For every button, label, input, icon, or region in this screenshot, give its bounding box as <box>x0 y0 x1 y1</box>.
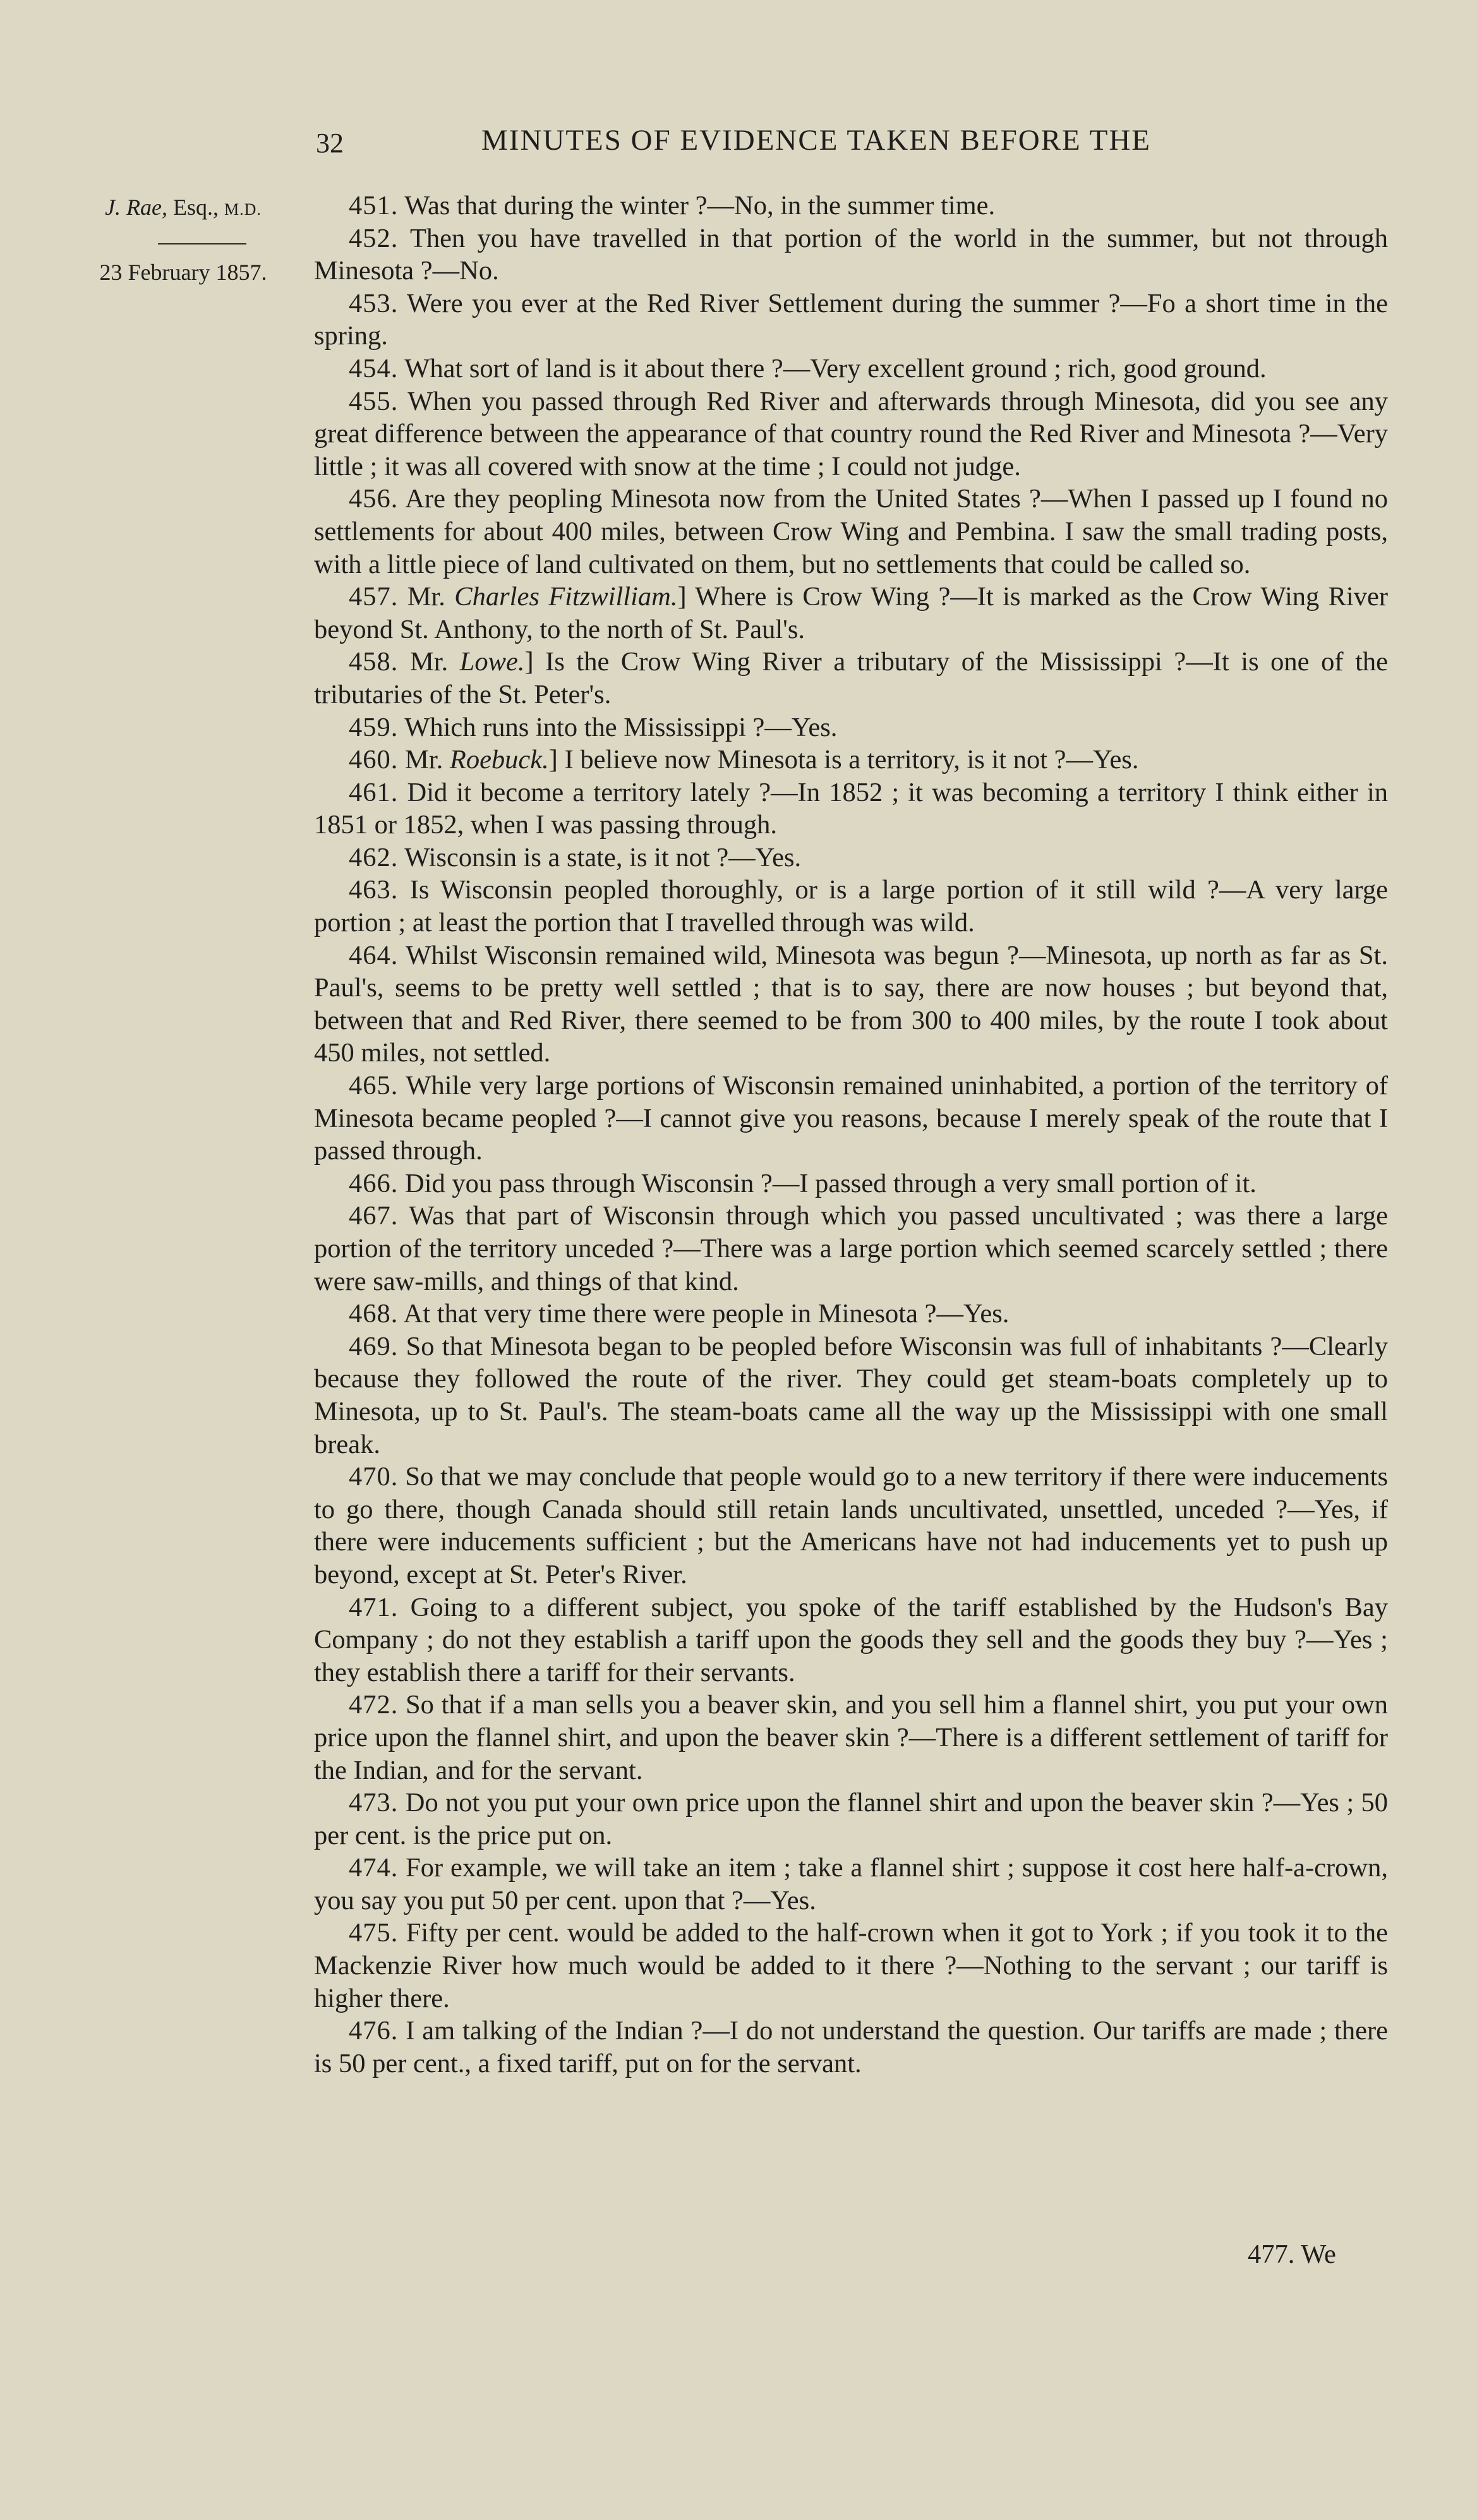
question-paragraph <box>314 1167 1388 1200</box>
question-number: 466. <box>349 1168 399 1198</box>
question-paragraph <box>314 1200 1388 1298</box>
question-paragraph <box>314 287 1388 353</box>
question-text: So that Minesota began to be peopled before Wisconsin was full of inhabitants ?—Clearly because they followed the route of the river. They could get steam-boats completely up to Minesota, up to St. Paul's. The steam-boats came all the way up the Mississippi with one small break. <box>314 1331 1388 1459</box>
question-paragraph <box>314 385 1388 483</box>
question-text: For example, we will take an item ; take a flannel shirt ; suppose it cost here half-a-crown, you say you put 50 per cent. upon that ?—Yes. <box>314 1853 1389 1915</box>
speaker-name: Lowe. <box>459 647 525 677</box>
question-paragraph <box>314 711 1388 744</box>
question-text: Are they peopling Minesota now from the United States ?—When I passed up I found no settlements for about 400 miles, between Crow Wing and Pembina. I saw the small trading posts, with a little piece of land cultivated on them, but no settlements that could be called so. <box>314 484 1388 579</box>
question-paragraph <box>314 939 1388 1070</box>
question-number: 474. <box>349 1853 399 1883</box>
question-text: Did you pass through Wisconsin ?—I passed through a very small portion of it. <box>405 1168 1257 1198</box>
question-number: 464. <box>349 940 399 970</box>
question-paragraph <box>314 2015 1388 2080</box>
question-paragraph <box>314 1852 1388 1917</box>
question-text: Fifty per cent. would be added to the half-crown when it got to York ; if you took it to the Mackenzie River how much would be added to it there ?—Nothing to the servant ; our tariff is higher there. <box>314 1918 1388 2013</box>
question-text: ] I believe now Minesota is a territory, is it not ?—Yes. <box>548 745 1139 775</box>
page-number: 32 <box>316 128 344 159</box>
question-text: Is Wisconsin peopled thoroughly, or is a large portion of it still wild ?—A very large portion ; at least the portion that I travelled through was wild. <box>314 875 1389 938</box>
question-text: I am talking of the Indian ?—I do not understand the question. Our tariffs are made ; there is 50 per cent., a fixed tariff, put on for the servant. <box>314 2016 1389 2078</box>
running-head: MINUTES OF EVIDENCE TAKEN BEFORE THE <box>481 124 1152 157</box>
question-number: 470. <box>349 1462 399 1492</box>
question-text: So that if a man sells you a beaver skin, and you sell him a flannel shirt, you put your own price upon the flannel shirt, and upon the beaver skin ?—There is a different settlement of tariff for the Indian, and for the servant. <box>314 1690 1388 1785</box>
question-text: Were you ever at the Red River Settlement during the summer ?—Fo a short time in the spring. <box>314 288 1388 351</box>
question-text: Whilst Wisconsin remained wild, Minesota was begun ?—Minesota, up north as far as St. Paul's, seems to be pretty well settled ; that is to say, there are now houses ; but beyond that, between that and Red River, there seemed to be from 300 to 400 miles, by the route I took about 450 miles, not settled. <box>314 940 1388 1068</box>
question-paragraph <box>314 841 1388 874</box>
question-paragraph <box>314 1787 1388 1852</box>
speaker-prefix: Mr. <box>407 582 455 612</box>
question-number: 451. <box>349 191 399 220</box>
speaker-prefix: Mr. <box>409 647 460 677</box>
question-text: When you passed through Red River and afterwards through Minesota, did you see any great difference between the appearance of that country round the Red River and Minesota ?—Very little ; it was all covered with snow at the time ; I could not judge. <box>314 386 1389 481</box>
question-number: 457. <box>349 582 399 612</box>
question-paragraph <box>314 1461 1388 1591</box>
question-paragraph <box>314 646 1388 711</box>
question-number: 462. <box>349 842 399 872</box>
question-text: Wisconsin is a state, is it not ?—Yes. <box>404 842 802 872</box>
question-paragraph <box>314 1298 1388 1330</box>
margin-divider <box>158 243 246 244</box>
question-text: Then you have travelled in that portion of the world in the summer, but not through Minesota ?—No. <box>314 223 1388 286</box>
question-number: 472. <box>349 1690 399 1720</box>
question-number: 455. <box>349 386 399 416</box>
speaker-name: Charles Fitzwilliam. <box>454 582 678 612</box>
evidence-body <box>314 190 1388 2080</box>
question-text: Did it become a territory lately ?—In 1852 ; it was becoming a territory I think either in 1851 or 1852, when I was passing through. <box>314 777 1389 840</box>
question-number: 458. <box>349 647 399 677</box>
question-text: Which runs into the Mississippi ?—Yes. <box>404 712 838 742</box>
question-number: 454. <box>349 353 399 383</box>
question-paragraph <box>314 353 1388 385</box>
witness-name: J. Rae, <box>105 195 168 220</box>
question-paragraph <box>314 1917 1388 2015</box>
question-number: 452. <box>349 223 399 253</box>
question-text: Going to a different subject, you spoke of the tariff established by the Hudson's Bay Company ; do not they establish a tariff upon the goods they sell and the goods they buy ?—Yes ; they establish there a tariff for their servants. <box>314 1592 1389 1687</box>
question-number: 463. <box>349 875 399 905</box>
question-text: While very large portions of Wisconsin remained uninhabited, a portion of the territory of Minesota became peopled ?—I cannot give you reasons, because I merely speak of the route that I passed through. <box>314 1071 1389 1166</box>
question-number: 469. <box>349 1331 399 1361</box>
question-number: 473. <box>349 1788 399 1818</box>
question-number: 461. <box>349 777 399 807</box>
question-number: 460. <box>349 745 399 775</box>
margin-witness-note <box>69 194 297 220</box>
question-paragraph <box>314 874 1388 939</box>
question-paragraph <box>314 1330 1388 1461</box>
question-paragraph <box>314 1689 1388 1787</box>
question-paragraph <box>314 190 1388 222</box>
question-number: 475. <box>349 1918 399 1948</box>
speaker-prefix: Mr. <box>405 745 450 775</box>
speaker-name: Roebuck. <box>449 745 549 775</box>
question-text: What sort of land is it about there ?—Very excellent ground ; rich, good ground. <box>404 353 1267 383</box>
witness-degree: M.D. <box>224 200 262 219</box>
question-number: 453. <box>349 288 399 318</box>
question-text: So that we may conclude that people would go to a new territory if there were inducements to go there, though Canada should still retain lands uncultivated, unsettled, unceded ?—Yes, if there were inducements sufficient ; but the Americans have not had inducements yet to push up beyond, except at St. Peter's River. <box>314 1462 1388 1589</box>
question-paragraph <box>314 483 1388 581</box>
question-text: ] Where is Crow Wing ?—It is marked as the Crow Wing River beyond St. Anthony, to the north of St. Paul's. <box>314 582 1388 644</box>
question-text: Was that during the winter ?—No, in the summer time. <box>404 191 996 220</box>
question-number: 459. <box>349 712 399 742</box>
question-text: Do not you put your own price upon the flannel shirt and upon the beaver skin ?—Yes ; 50 per cent. is the price put on. <box>314 1788 1389 1850</box>
witness-title: Esq., <box>167 195 225 220</box>
question-text: ] Is the Crow Wing River a tributary of the Mississippi ?—It is one of the tributaries of the St. Peter's. <box>314 647 1388 709</box>
question-number: 471. <box>349 1592 399 1622</box>
question-number: 476. <box>349 2016 399 2046</box>
question-paragraph <box>314 581 1388 646</box>
catchword: 477. We <box>1248 2240 1336 2269</box>
question-paragraph <box>314 222 1388 287</box>
question-number: 467. <box>349 1201 399 1231</box>
question-paragraph <box>314 1070 1388 1167</box>
question-number: 465. <box>349 1071 399 1101</box>
question-text: At that very time there were people in Minesota ?—Yes. <box>403 1299 1010 1329</box>
margin-date: 23 February 1857. <box>99 260 267 285</box>
question-paragraph <box>314 744 1388 776</box>
question-paragraph <box>314 776 1388 841</box>
question-text: Was that part of Wisconsin through which you passed uncultivated ; was there a large portion of the territory unceded ?—There was a large portion which seemed scarcely settled ; there were saw-mills, and things of that kind. <box>314 1201 1388 1296</box>
page-header <box>316 123 1390 167</box>
question-paragraph <box>314 1591 1388 1689</box>
question-number: 468. <box>349 1299 399 1329</box>
question-number: 456. <box>349 484 399 514</box>
